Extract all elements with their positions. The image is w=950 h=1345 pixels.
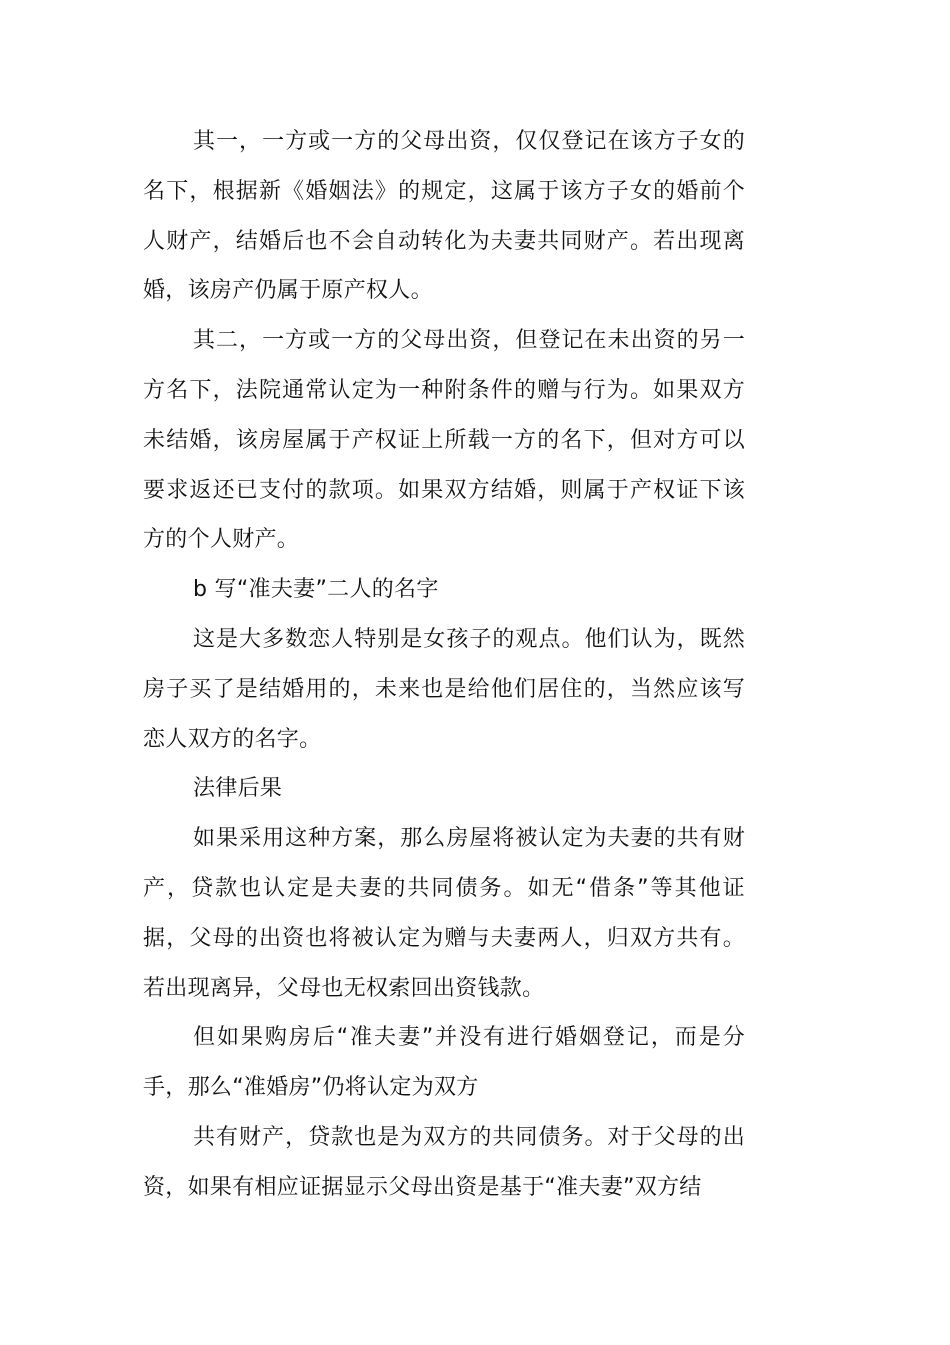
paragraph-parent-funding: 共有财产，贷款也是为双方的共同债务。对于父母的出资，如果有相应证据显示父母出资是基于“准夫妻”双方结: [143, 1124, 745, 1200]
document-body: [143, 117, 745, 1213]
section-heading-b: b 写“准夫妻”二人的名字: [193, 577, 439, 603]
paragraph-breakup: 但如果购房后“准夫妻”并没有进行婚姻登记，而是分手，那么“准婚房”仍将认定为双方: [143, 1025, 745, 1101]
paragraph-case-one: 其一，一方或一方的父母出资，仅仅登记在该方子女的名下，根据新《婚姻法》的规定，这属于该方子女的婚前个人财产，结婚后也不会自动转化为夫妻共同财产。若出现离婚，该房产仍属于原产权人。: [143, 129, 745, 304]
paragraph-couple-view: 这是大多数恋人特别是女孩子的观点。他们认为，既然房子买了是结婚用的，未来也是给他们居住的，当然应该写恋人双方的名字。: [143, 626, 745, 752]
paragraph-case-two: 其二，一方或一方的父母出资，但登记在未出资的另一方名下，法院通常认定为一种附条件的赠与行为。如果双方未结婚，该房屋属于产权证上所载一方的名下，但对方可以要求返还已支付的款项。如果双方结婚，则属于产权证下该方的个人财产。: [143, 328, 745, 553]
heading-legal-consequence: 法律后果: [193, 776, 283, 802]
paragraph-joint-property: 如果采用这种方案，那么房屋将被认定为夫妻的共有财产，贷款也认定是夫妻的共同债务。如无“借条”等其他证据，父母的出资也将被认定为赠与夫妻两人，归双方共有。若出现离异，父母也无权索回出资钱款。: [143, 826, 745, 1001]
